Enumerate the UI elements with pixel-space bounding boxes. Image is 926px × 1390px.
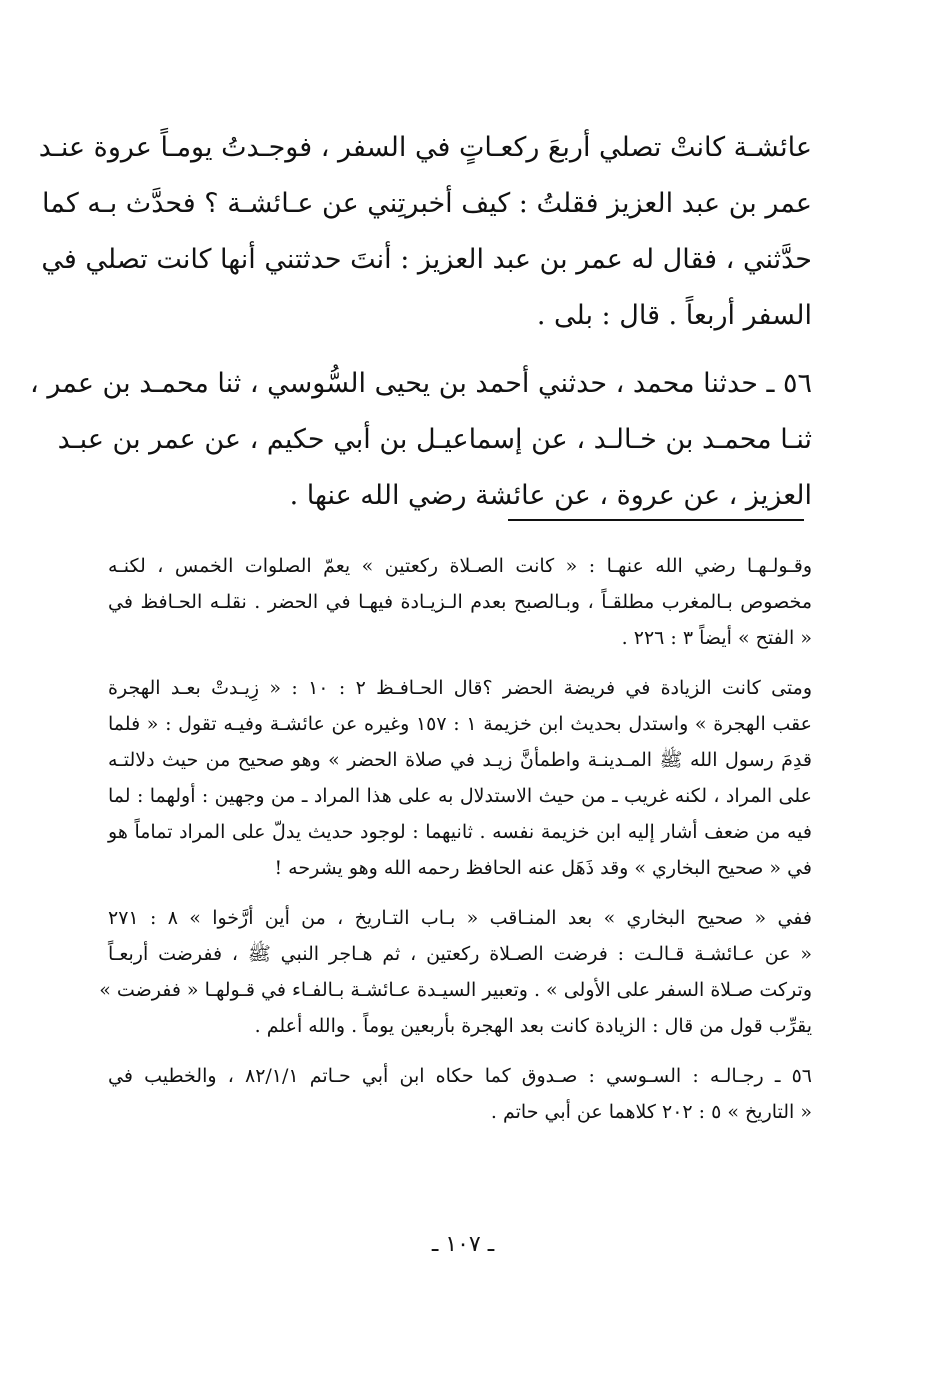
main-text-line: ٥٦ ـ حدثنا محمد ، حدثني أحمد بن يحيى السُّوسي ، ثنا محمـد بن عمر ،: [30, 368, 812, 399]
footnote-line: ففي « صحيح البخاري » بعد المنـاقب « بـاب التـاريخ ، من أين أرَّخوا » ٨ : ٢٧١: [108, 907, 812, 929]
footnote-line: مخصوص بـالمغرب مطلقـاً ، وبـالصبح بعدم الـزيـادة فيهـا في الحضر . نقلـه الحـافظ في: [108, 591, 812, 613]
main-text-line: العزيز ، عن عروة ، عن عائشة رضي الله عنها .: [289, 480, 812, 511]
footnote-line: ٥٦ ـ رجـالـه : السـوسي : صـدوق كما حكاه ابن أبي حـاتم ٨٢/١/١ ، والخطيب في: [108, 1065, 812, 1087]
footnote-line: « عن عـائشـة قـالـت : فرضت الصـلاة ركعتين ، ثم هـاجر النبي ﷺ ، ففرضت أربعـاً: [108, 943, 812, 965]
footnote-line: وقـولـهـا رضي الله عنهـا : « كانت الصـلاة ركعتين » يعمّ الصلوات الخمس ، لكنـه: [108, 555, 812, 577]
page-number: ـ ١٠٧ ـ: [431, 1232, 495, 1257]
footnote-line: « التاريخ » ٥ : ٢٠٢ كلاهما عن أبي حاتم .: [490, 1101, 812, 1123]
main-text-line: حدَّثني ، فقال له عمر بن عبد العزيز : أنتَ حدثتني أنها كانت تصلي في: [41, 244, 812, 275]
main-text-line: السفر أربعاً . قال : بلى .: [536, 300, 812, 331]
footnote-line: وتركت صـلاة السفر على الأولى » . وتعبير السيـدة عـائشـة بـالفـاء في قـولهـا « ففرضت »: [99, 979, 812, 1001]
footnote-line: عقب الهجرة » واستدل بحديث ابن خزيمة ١ : ١٥٧ وغيره عن عائشـة وفيـه تقول : « فلما: [108, 713, 813, 735]
footnote-line: في « صحيح البخاري » وقد ذَهَل عنه الحافظ رحمه الله وهو يشرحه !: [274, 857, 812, 879]
footnotes: [99, 548, 813, 1130]
footnote-separator: [508, 519, 804, 521]
footnote-line: ومتى كانت الزيادة في فريضة الحضر ؟قال الحـافـظ ٢ : ١٠ : « زِيـدتْ بعـد الهجرة: [108, 677, 812, 699]
main-text-line: عمر بن عبد العزيز فقلتُ : كيف أخبرتِني عن عـائشـة ؟ فحدَّث بـه كما: [42, 188, 812, 219]
footnote-line: على المراد ، لكنه غريب ـ من حيث الاستدلال به على هذا المراد ـ من وجهين : أولهما : لما: [108, 785, 812, 807]
footnote-line: يقرِّب قول من قال : الزيادة كانت بعد الهجرة بأربعين يوماً . والله أعلم .: [254, 1015, 812, 1037]
footnote-line: فيه من ضعف أشار إليه ابن خزيمة نفسه . ثانيهما : لوجود حديث يدلّ على المراد تماماً هو: [108, 821, 812, 843]
footnote-line: قدِمَ رسول الله ﷺ المـدينـة واطمأنَّ زيـد في صلاة الحضر » وهو صحيح من حيث دلالتـه: [108, 749, 812, 771]
main-text-line: ثنـا محمـد بن خـالـد ، عن إسماعيـل بن أبي حكيم ، عن عمر بن عبـد: [57, 424, 812, 455]
main-text-line: عائشـة كانتْ تصلي أربعَ ركعـاتٍ في السفر ، فوجـدتُ يومـاً عروة عنـد: [38, 132, 812, 163]
main-text: [30, 120, 812, 524]
footnote-line: « الفتح » أيضاً ٣ : ٢٢٦ .: [621, 627, 812, 649]
